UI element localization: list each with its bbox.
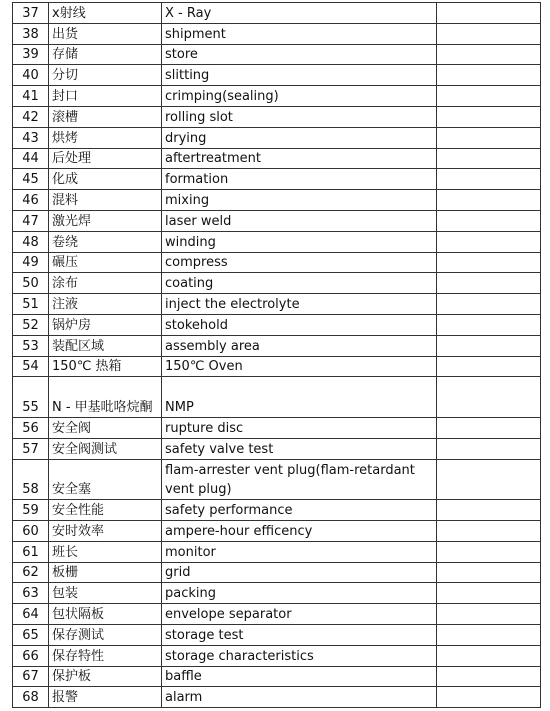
english-term: drying (162, 127, 437, 148)
empty-cell (437, 562, 541, 583)
english-term: ampere-hour efficency (162, 520, 437, 541)
english-term: assembly area (162, 335, 437, 356)
row-number: 39 (13, 44, 49, 65)
chinese-term: 安全阀测试 (49, 438, 162, 459)
row-number: 42 (13, 106, 49, 127)
empty-cell (437, 106, 541, 127)
row-number: 58 (13, 459, 49, 500)
chinese-term: 存储 (49, 44, 162, 65)
table-row (13, 231, 541, 252)
row-number: 54 (13, 356, 49, 377)
table-row (13, 335, 541, 356)
chinese-term: 班长 (49, 541, 162, 562)
row-number: 64 (13, 604, 49, 625)
table-row (13, 252, 541, 273)
row-number: 52 (13, 314, 49, 335)
empty-cell (437, 417, 541, 438)
row-number: 66 (13, 645, 49, 666)
table-row (13, 294, 541, 315)
row-number: 65 (13, 624, 49, 645)
row-number: 44 (13, 148, 49, 169)
chinese-term: 后处理 (49, 148, 162, 169)
english-term: monitor (162, 541, 437, 562)
chinese-term: 碾压 (49, 252, 162, 273)
table-row (13, 604, 541, 625)
english-term: shipment (162, 23, 437, 44)
table-row (13, 210, 541, 231)
english-term: flam-arrester vent plug(flam-retardant vent plug) (162, 459, 437, 500)
chinese-term: 卷绕 (49, 231, 162, 252)
table-row (13, 459, 541, 500)
empty-cell (437, 438, 541, 459)
table-row (13, 148, 541, 169)
row-number: 47 (13, 210, 49, 231)
english-term: NMP (162, 377, 437, 418)
row-number: 60 (13, 520, 49, 541)
chinese-term: 150℃ 热箱 (49, 356, 162, 377)
chinese-term: 激光焊 (49, 210, 162, 231)
table-row (13, 127, 541, 148)
english-term: safety performance (162, 500, 437, 521)
english-term: envelope separator (162, 604, 437, 625)
empty-cell (437, 687, 541, 708)
table-row (13, 44, 541, 65)
english-term: compress (162, 252, 437, 273)
table-row (13, 356, 541, 377)
chinese-term: 保存测试 (49, 624, 162, 645)
english-term: 150℃ Oven (162, 356, 437, 377)
table-row (13, 65, 541, 86)
chinese-term: 板栅 (49, 562, 162, 583)
row-number: 61 (13, 541, 49, 562)
row-number: 46 (13, 190, 49, 211)
table-row (13, 541, 541, 562)
chinese-term: 混料 (49, 190, 162, 211)
row-number: 53 (13, 335, 49, 356)
glossary-table (12, 2, 541, 708)
table-row (13, 190, 541, 211)
row-number: 51 (13, 294, 49, 315)
chinese-term: 报警 (49, 687, 162, 708)
english-term: mixing (162, 190, 437, 211)
table-row (13, 169, 541, 190)
table-row (13, 23, 541, 44)
chinese-term: 包状隔板 (49, 604, 162, 625)
row-number: 45 (13, 169, 49, 190)
english-term: formation (162, 169, 437, 190)
empty-cell (437, 23, 541, 44)
empty-cell (437, 624, 541, 645)
empty-cell (437, 86, 541, 107)
row-number: 40 (13, 65, 49, 86)
empty-cell (437, 356, 541, 377)
english-term: store (162, 44, 437, 65)
row-number: 57 (13, 438, 49, 459)
chinese-term: x射线 (49, 3, 162, 24)
empty-cell (437, 169, 541, 190)
english-term: slitting (162, 65, 437, 86)
row-number: 37 (13, 3, 49, 24)
english-term: storage test (162, 624, 437, 645)
empty-cell (437, 294, 541, 315)
chinese-term: 注液 (49, 294, 162, 315)
empty-cell (437, 190, 541, 211)
english-term: aftertreatment (162, 148, 437, 169)
empty-cell (437, 314, 541, 335)
table-row (13, 562, 541, 583)
english-term: X - Ray (162, 3, 437, 24)
chinese-term: 锅炉房 (49, 314, 162, 335)
english-term: winding (162, 231, 437, 252)
table-row (13, 666, 541, 687)
english-term: safety valve test (162, 438, 437, 459)
row-number: 59 (13, 500, 49, 521)
table-row (13, 687, 541, 708)
chinese-term: 安全塞 (49, 459, 162, 500)
empty-cell (437, 3, 541, 24)
table-row (13, 377, 541, 418)
empty-cell (437, 273, 541, 294)
row-number: 43 (13, 127, 49, 148)
row-number: 38 (13, 23, 49, 44)
chinese-term: 分切 (49, 65, 162, 86)
english-term: rolling slot (162, 106, 437, 127)
table-row (13, 438, 541, 459)
empty-cell (437, 604, 541, 625)
row-number: 50 (13, 273, 49, 294)
empty-cell (437, 148, 541, 169)
chinese-term: 包装 (49, 583, 162, 604)
chinese-term: 化成 (49, 169, 162, 190)
chinese-term: 出货 (49, 23, 162, 44)
chinese-term: 安全阀 (49, 417, 162, 438)
row-number: 41 (13, 86, 49, 107)
empty-cell (437, 377, 541, 418)
empty-cell (437, 210, 541, 231)
table-row (13, 624, 541, 645)
chinese-term: 保存特性 (49, 645, 162, 666)
empty-cell (437, 127, 541, 148)
english-term: storage characteristics (162, 645, 437, 666)
english-term: packing (162, 583, 437, 604)
table-row (13, 106, 541, 127)
english-term: coating (162, 273, 437, 294)
empty-cell (437, 541, 541, 562)
row-number: 63 (13, 583, 49, 604)
chinese-term: 安时效率 (49, 520, 162, 541)
empty-cell (437, 583, 541, 604)
english-term: stokehold (162, 314, 437, 335)
empty-cell (437, 459, 541, 500)
table-row (13, 3, 541, 24)
table-row (13, 314, 541, 335)
chinese-term: 滚槽 (49, 106, 162, 127)
empty-cell (437, 44, 541, 65)
row-number: 62 (13, 562, 49, 583)
table-row (13, 520, 541, 541)
chinese-term: N - 甲基吡咯烷酮 (49, 377, 162, 418)
chinese-term: 装配区域 (49, 335, 162, 356)
empty-cell (437, 666, 541, 687)
empty-cell (437, 335, 541, 356)
table-row (13, 583, 541, 604)
chinese-term: 安全性能 (49, 500, 162, 521)
english-term: crimping(sealing) (162, 86, 437, 107)
table-row (13, 500, 541, 521)
glossary-body (13, 3, 541, 708)
chinese-term: 涂布 (49, 273, 162, 294)
empty-cell (437, 500, 541, 521)
empty-cell (437, 231, 541, 252)
english-term: laser weld (162, 210, 437, 231)
empty-cell (437, 65, 541, 86)
english-term: grid (162, 562, 437, 583)
row-number: 67 (13, 666, 49, 687)
chinese-term: 封口 (49, 86, 162, 107)
english-term: alarm (162, 687, 437, 708)
table-row (13, 645, 541, 666)
table-row (13, 273, 541, 294)
empty-cell (437, 520, 541, 541)
row-number: 56 (13, 417, 49, 438)
row-number: 68 (13, 687, 49, 708)
chinese-term: 保护板 (49, 666, 162, 687)
table-row (13, 86, 541, 107)
english-term: inject the electrolyte (162, 294, 437, 315)
empty-cell (437, 252, 541, 273)
row-number: 49 (13, 252, 49, 273)
row-number: 55 (13, 377, 49, 418)
row-number: 48 (13, 231, 49, 252)
english-term: baffle (162, 666, 437, 687)
table-row (13, 417, 541, 438)
english-term: rupture disc (162, 417, 437, 438)
chinese-term: 烘烤 (49, 127, 162, 148)
empty-cell (437, 645, 541, 666)
